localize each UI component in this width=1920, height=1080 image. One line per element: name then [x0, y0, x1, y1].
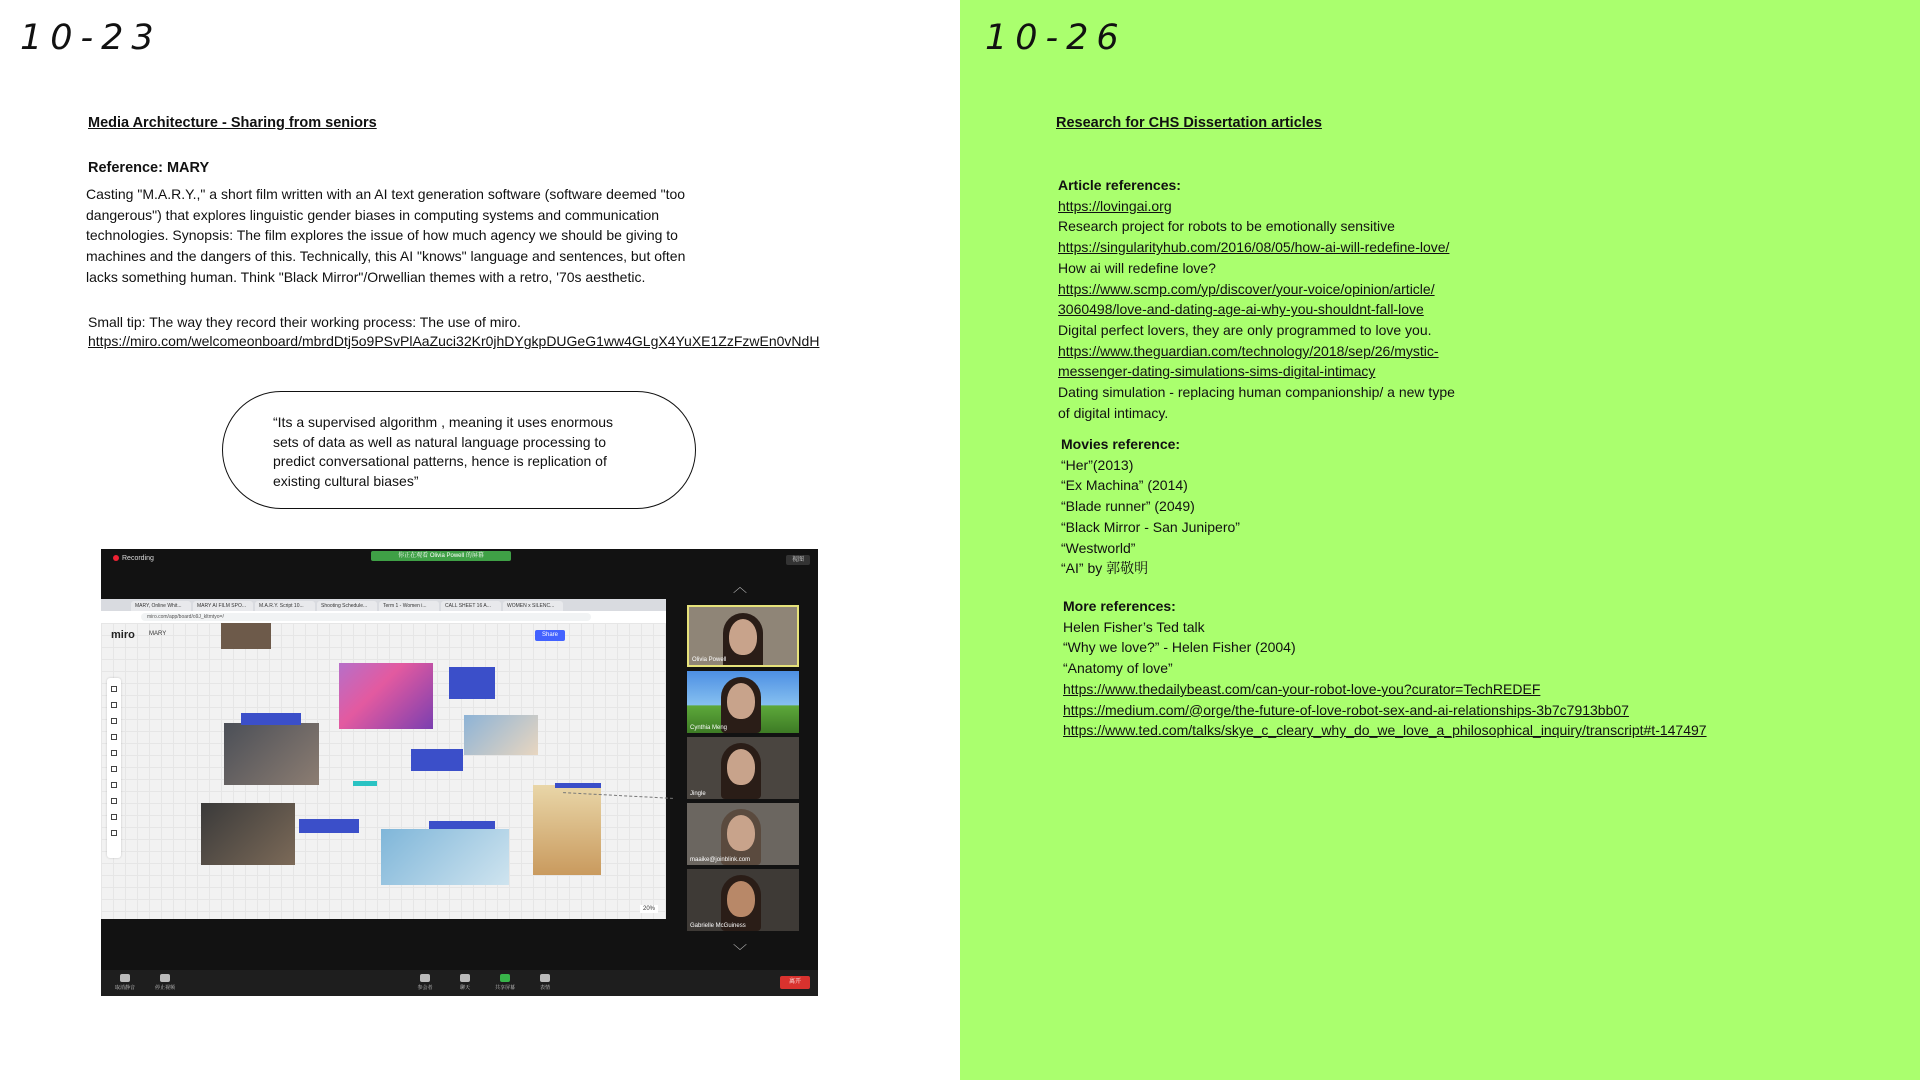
board-image[interactable]	[533, 785, 601, 875]
reference-note: How ai will redefine love?	[1058, 259, 1216, 276]
sticky-note[interactable]	[411, 749, 463, 771]
paragraph-line: machines and the dangers of this. Technically, this AI "knows" language and sentences, but often	[86, 248, 686, 265]
quote-line: existing cultural biases”	[273, 472, 419, 489]
right-panel	[960, 0, 1920, 1080]
browser-tab[interactable]: WOMEN x SILENC...	[503, 601, 563, 611]
chevron-down-icon[interactable]: ﹀	[733, 943, 747, 959]
participant-name: Olivia Powell	[692, 657, 727, 663]
sticky-note[interactable]	[353, 781, 377, 786]
reference-note: Research project for robots to be emotionally sensitive	[1058, 218, 1395, 235]
template-tool-icon[interactable]	[111, 702, 117, 708]
pen-tool-icon[interactable]	[111, 782, 117, 788]
zoom-topbar	[101, 549, 818, 571]
reference-link[interactable]: https://www.thedailybeast.com/can-your-robot-love-you?curator=TechREDEF	[1063, 680, 1541, 697]
shape-tool-icon[interactable]	[111, 750, 117, 756]
participant-tile[interactable]	[687, 869, 799, 931]
participant-tile[interactable]	[687, 737, 799, 799]
miro-logo: miro	[111, 629, 135, 641]
reference-link[interactable]: messenger-dating-simulations-sims-digital-intimacy	[1058, 363, 1376, 380]
view-button[interactable]: 视图	[786, 555, 810, 565]
movies-reference	[1061, 434, 1240, 579]
browser-tab[interactable]: Term 1 - Women i...	[379, 601, 439, 611]
board-image[interactable]	[221, 623, 271, 649]
people-icon	[420, 974, 430, 982]
movie-item: “Ex Machina” (2014)	[1061, 477, 1188, 494]
movie-item: “Blade runner” (2049)	[1061, 498, 1195, 515]
paragraph-line: lacks something human. Think "Black Mirror"/Orwellian themes with a retro, '70s aesthetic.	[86, 268, 646, 285]
sticky-note[interactable]	[299, 819, 359, 833]
paragraph-line: dangerous") that explores linguistic gender biases in computing systems and communication	[86, 206, 660, 223]
share-screen-button[interactable]: 共享屏幕	[485, 974, 525, 991]
participant-name: maaike@joinblink.com	[690, 857, 751, 863]
article-heading: Article references:	[1058, 177, 1181, 193]
reference-link[interactable]: https://singularityhub.com/2016/08/05/how-ai-will-redefine-love/	[1058, 239, 1450, 256]
paragraph-line: technologies. Synopsis: The film explores the issue of how much agency we should be giving to	[86, 227, 678, 244]
miro-toolbar	[107, 678, 121, 858]
sticky-note[interactable]	[555, 783, 601, 788]
browser-tabs	[101, 599, 666, 611]
line-tool-icon[interactable]	[111, 766, 117, 772]
reference-heading: Reference: MARY	[88, 160, 210, 176]
participant-face	[727, 815, 755, 851]
chevron-up-icon[interactable]: ︿	[733, 579, 747, 595]
date-heading: 10-23	[20, 18, 162, 58]
zoom-level[interactable]: 20%	[640, 905, 658, 913]
participant-tile[interactable]	[687, 671, 799, 733]
board-image[interactable]	[381, 829, 509, 885]
participant-name: Gabrielle McGuiness	[690, 923, 746, 929]
board-image[interactable]	[224, 723, 319, 785]
reference-link[interactable]: https://medium.com/@orge/the-future-of-love-robot-sex-and-ai-relationships-3b7c7913bb07	[1063, 701, 1629, 718]
reactions-button[interactable]: 表情	[525, 974, 565, 991]
participants-button[interactable]: 参会者	[405, 974, 445, 991]
stop-video-button[interactable]: 停止视频	[145, 974, 185, 991]
zoom-screenshot	[101, 549, 818, 996]
participant-face	[727, 881, 755, 917]
participant-face	[729, 619, 757, 655]
browser-tab[interactable]: CALL SHEET 16 A...	[441, 601, 501, 611]
movies-heading: Movies reference:	[1061, 436, 1181, 452]
reference-note: “Anatomy of love”	[1063, 660, 1173, 677]
upload-tool-icon[interactable]	[111, 830, 117, 836]
quote-line: “Its a supervised algorithm , meaning it uses enormous	[273, 414, 614, 430]
chat-button[interactable]: 聊天	[445, 974, 485, 991]
quote-bubble	[222, 391, 696, 509]
viewing-banner: 你正在观看 Olivia Powell 的屏幕	[371, 551, 511, 561]
comment-tool-icon[interactable]	[111, 798, 117, 804]
mute-button[interactable]: 取消静音	[105, 974, 145, 991]
reference-link[interactable]: 3060498/love-and-dating-age-ai-why-you-shouldnt-fall-love	[1058, 301, 1424, 318]
reference-link[interactable]: https://www.scmp.com/yp/discover/your-voice/opinion/article/	[1058, 280, 1435, 297]
board-name: MARY	[149, 631, 167, 637]
participant-videos	[687, 605, 799, 935]
participant-name: Jingle	[690, 791, 706, 797]
quote-text	[273, 413, 653, 491]
url-field[interactable]: miro.com/app/board/o9J_kltmtyo=/	[141, 613, 591, 621]
reference-link[interactable]: https://www.theguardian.com/technology/2018/sep/26/mystic-	[1058, 342, 1439, 359]
tip-text: Small tip: The way they record their working process: The use of miro.	[88, 314, 521, 330]
chat-icon	[460, 974, 470, 982]
board-image[interactable]	[201, 803, 295, 865]
sticky-tool-icon[interactable]	[111, 734, 117, 740]
sticky-note[interactable]	[429, 821, 495, 829]
participant-name: Cynthia Meng	[690, 725, 728, 731]
browser-tab[interactable]: M.A.R.Y. Script 10...	[255, 601, 315, 611]
movie-item: “Westworld”	[1061, 539, 1136, 556]
description-paragraph	[86, 184, 826, 288]
reference-link[interactable]: https://www.ted.com/talks/skye_c_cleary_why_do_we_love_a_philosophical_inquiry/transcript#t-147497	[1063, 722, 1707, 739]
frame-tool-icon[interactable]	[111, 814, 117, 820]
more-references	[1063, 596, 1707, 741]
select-tool-icon[interactable]	[111, 686, 117, 692]
article-references	[1058, 175, 1455, 423]
browser-tab[interactable]: Shooting Schedule...	[317, 601, 377, 611]
miro-board-canvas[interactable]	[101, 623, 666, 919]
movie-item: “Her”(2013)	[1061, 456, 1134, 473]
sticky-note[interactable]	[241, 713, 301, 725]
text-tool-icon[interactable]	[111, 718, 117, 724]
participant-tile[interactable]	[687, 803, 799, 865]
reference-note: Helen Fisher’s Ted talk	[1063, 618, 1205, 635]
zoom-bottom-bar	[101, 970, 818, 996]
reference-note: of digital intimacy.	[1058, 404, 1169, 421]
leave-button[interactable]: 离开	[780, 976, 810, 989]
mic-icon	[120, 974, 130, 982]
quote-line: predict conversational patterns, hence is replication of	[273, 453, 607, 469]
camera-icon	[160, 974, 170, 982]
board-image[interactable]	[339, 663, 433, 729]
browser-tab[interactable]: MARY AI FILM SPO...	[193, 601, 253, 611]
reference-link[interactable]: https://lovingai.org	[1058, 197, 1172, 214]
movie-item: “Black Mirror - San Junipero”	[1061, 518, 1240, 535]
reference-note: Dating simulation - replacing human companionship/ a new type	[1058, 384, 1455, 401]
quote-line: sets of data as well as natural language processing to	[273, 433, 607, 450]
board-image[interactable]	[464, 715, 538, 755]
browser-tab[interactable]: MARY, Online Whit...	[131, 601, 191, 611]
share-button[interactable]: Share	[535, 630, 565, 641]
recording-indicator: Recording	[113, 555, 154, 562]
participant-face	[727, 749, 755, 785]
share-screen-icon	[500, 974, 510, 982]
section-title: Research for CHS Dissertation articles	[1056, 115, 1322, 131]
miro-link[interactable]: https://miro.com/welcomeonboard/mbrdDtj5o9PSvPlAaZuci32Kr0jhDYgkpDUGeG1ww4GLgX4YuXE1ZzFzwEn0vNdH	[88, 333, 820, 349]
sticky-note[interactable]	[449, 667, 495, 699]
movie-item: “AI” by 郭敬明	[1061, 560, 1149, 577]
emoji-icon	[540, 974, 550, 982]
reference-note: Digital perfect lovers, they are only programmed to love you.	[1058, 321, 1432, 338]
participant-tile[interactable]	[687, 605, 799, 667]
reference-note: “Why we love?” - Helen Fisher (2004)	[1063, 639, 1296, 656]
section-title: Media Architecture - Sharing from seniors	[88, 115, 377, 131]
paragraph-line: Casting "M.A.R.Y.," a short film written with an AI text generation software (software deemed "too	[86, 186, 686, 202]
browser-window	[101, 599, 666, 919]
date-heading: 10-26	[985, 18, 1127, 58]
more-heading: More references:	[1063, 598, 1176, 614]
participant-face	[727, 683, 755, 719]
record-dot-icon	[113, 555, 119, 561]
